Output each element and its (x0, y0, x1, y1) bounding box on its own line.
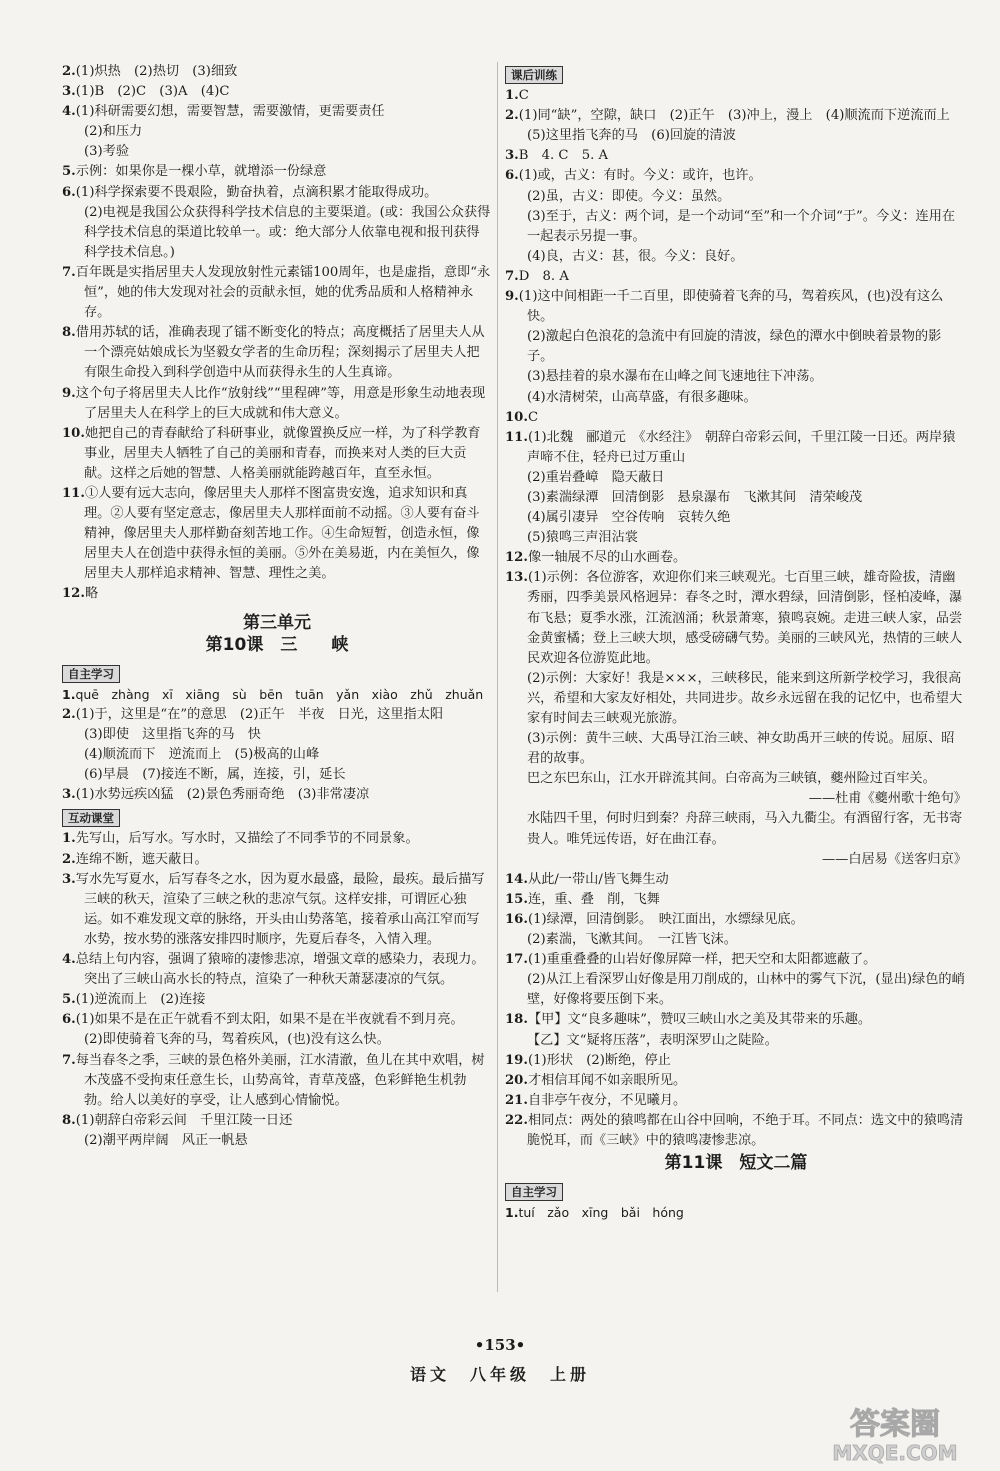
answer-sub: (6)早晨 (7)接连不断，属，连接，引，延长 (84, 767, 346, 783)
right-column (505, 62, 967, 1223)
answer-item: 2.连绵不断，遮天蔽日。 (62, 851, 208, 867)
answer-item: 1.quē zhàng xī xiāng sù bēn tuān yǎn xiào zhǔ zhuǎn (62, 686, 484, 702)
answer-item: 7.每当春冬之季，三峡的景色格外美丽，江水清澈，鱼儿在其中欢唱，树木茂盛不受拘束任意生长，山势高耸，青草茂盛，色彩鲜艳生机勃勃。给人以美好的享受，让人感到心情愉悦。 (62, 1052, 485, 1108)
answer-item: 9.(1)这中间相距一千二百里，即使骑着飞奔的马，驾着疾风，(也)没有这么快。 (505, 289, 944, 325)
answer-sub: (3)即使 这里指飞奔的马 快 (84, 727, 261, 742)
book-title: 语文 八年级 上册 (409, 1365, 590, 1384)
answer-item: 18.【甲】文“良多趣味”，赞叹三峡山水之美及其带来的乐趣。 (505, 1012, 872, 1028)
answer-item: 6.(1)科学探索要不畏艰险，勤奋执着，点滴积累才能取得成功。 (62, 184, 438, 200)
answer-item: 10.她把自己的青春献给了科研事业，就像置换反应一样，为了科学教育事业，居里夫人牺牲了自己的美丽和青春，而换来对人类的巨大贡献。这样之后她的智慧、人格美丽就能跨越百年，直至永恒。 (62, 425, 481, 481)
answer-item: 20.才相信耳闻不如亲眼所见。 (505, 1072, 687, 1088)
answer-item: 5.示例：如果你是一棵小草，就增添一份绿意 (62, 164, 327, 180)
answer-sub: (4)水清树荣，山高草盛，有很多趣味。 (527, 389, 757, 405)
answer-item: 1.C (505, 88, 529, 104)
citation: ——白居易《送客归京》 (821, 851, 967, 867)
answer-item: 6.(1)如果不是在正午就看不到太阳，如果不是在半夜就看不到月亮。 (62, 1012, 464, 1028)
citation: ——杜甫《夔州歌十绝句》 (808, 791, 967, 807)
answer-sub: 巴之东巴东山，江水开辟流其间。白帝高为三峡镇，夔州险过百牢关。 (527, 771, 936, 787)
answer-sub: (2)素湍，飞漱其间。 一江皆飞沫。 (527, 932, 737, 948)
answer-item: 4.总结上句内容，强调了猿啼的凄惨悲凉，增强文章的感染力，表现力。突出了三峡山高水长的特点，渲染了一种秋天萧瑟凄凉的气氛。 (62, 952, 485, 988)
answer-sub: (3)至于，古义：两个词，是一个动词“至”和一个介词“于”。今义：连用在一起表示另提一事。 (527, 208, 956, 244)
answer-sub: (3)悬挂着的泉水瀑布在山峰之间飞速地往下冲荡。 (527, 369, 823, 385)
answer-sub: (2)从江上看深罗山好像是用刀削成的，山林中的雾气下沉，(显出)绿色的峭壁，好像将要压倒下来。 (527, 972, 965, 1008)
answer-item: 2.(1)同“缺”，空隙，缺口 (2)正午 (3)冲上，漫上 (4)顺流而下逆流而上 (5)这里指飞奔的马 (6)回旋的清波 (505, 108, 964, 144)
left-column (62, 62, 492, 1151)
page-number: •153• (474, 1336, 526, 1354)
answer-item: 7.百年既是实指居里夫人发现放射性元素镭100周年，也是虚指，意即“永恒”，她的伟大发现对社会的贡献永恒，她的优秀品质和人格精神永存。 (62, 264, 491, 321)
answer-item: 3.B 4. C 5. A (505, 148, 609, 164)
answer-item: 11.(1)北魏 郦道元 《水经注》 朝辞白帝彩云间，千里江陵一日还。两岸猿声啼不住，轻舟已过万重山 (505, 429, 956, 465)
answer-sub: (2)重岩叠嶂 隐天蔽日 (527, 469, 665, 485)
answer-item: 8.(1)朝辞白帝彩云间 千里江陵一日还 (62, 1112, 293, 1128)
answer-sub: (4)顺流而下 逆流而上 (5)极高的山峰 (84, 747, 320, 763)
lesson-title: 第11课 短文二篇 (664, 1153, 808, 1174)
answer-item: 7.D 8. A (505, 268, 569, 284)
answer-sub: (2)电视是我国公众获得科学技术信息的主要渠道。(或：我国公众获得科学技术信息的渠道比较单一。或：绝大部分人依靠电视和报刊获得科学技术信息。) (84, 204, 491, 260)
poem: 水陆四千里，何时归到秦？舟辞三峡雨，马入九衢尘。有酒留行客，无书寄贵人。唯凭远传语，好在曲江春。 (527, 811, 963, 847)
column-divider (497, 62, 498, 1292)
answer-item: 1.先写山，后写水。写水时，又描绘了不同季节的不同景象。 (62, 831, 419, 847)
answer-item: 2.(1)于，这里是“在”的意思 (2)正午 半夜 日光，这里指太阳 (62, 706, 444, 722)
answer-item: 12.略 (62, 586, 99, 602)
answer-sub: (2)和压力 (84, 124, 143, 140)
answer-sub: (2)示例：大家好！我是×××，三峡移民，能来到这所新学校学习，我很高兴，希望和大家友好相处，共同进步。故乡永远留在我的记忆中，也希望大家有时间去三峡观光旅游。 (527, 670, 963, 726)
watermark-logo (800, 1402, 990, 1466)
answer-item: 17.(1)重重叠叠的山岩好像屏障一样，把天空和太阳都遮蔽了。 (505, 952, 877, 968)
answer-item: 4.(1)科研需要幻想，需要智慧，需要激情，更需要责任 (62, 104, 385, 120)
answer-item: 11.①人要有远大志向，像居里夫人那样不图富贵安逸，追求知识和真理。②人要有坚定意志，像居里夫人那样面前不动摇。③人要有奋斗精神，像居里夫人那样勤奋刻苦地工作。④生命短暂，创造永恒，像居里夫人在创造中获得永恒的美丽。⑤外在美易逝，内在美恒久，像居里夫人那样追求精神、智慧、理性之美。 (62, 485, 480, 582)
answer-item: 5.(1)逆流而上 (2)连接 (62, 992, 206, 1008)
answer-item: 22.相同点：两处的猿鸣都在山谷中回响，不绝于耳。不同点：选文中的猿鸣清脆悦耳，而《三峡》中的猿鸣凄惨悲凉。 (505, 1112, 964, 1148)
answer-sub: (2)潮平两岸阔 风正一帆悬 (84, 1132, 248, 1148)
section-tag: 互动课堂 (62, 809, 120, 827)
answer-item: 3.写水先写夏水，后写春冬之水，因为夏水最盛，最险，最疾。最后描写三峡的秋天，渲染了三峡之秋的悲凉气氛。这样安排，可谓匠心独运。如不难发现文章的脉络，开头由山势落笔，接着承山高江窄而写水势，按水势的涨落安排四时顺序，先夏后春冬，入情入理。 (62, 871, 485, 947)
answer-item: 8.借用苏轼的话，准确表现了镭不断变化的特点；高度概括了居里夫人从一个漂亮姑娘成长为坚毅女学者的生命历程；深刻揭示了居里夫人把有限生命投入到科学创造中从而获得永生的人生真谛。 (62, 325, 485, 381)
answer-item: 19.(1)形状 (2)断绝，停止 (505, 1052, 671, 1068)
answer-item: 2.(1)炽热 (2)热切 (3)细致 (62, 64, 238, 79)
answer-item: 3.(1)B (2)C (3)A (4)C (62, 84, 230, 100)
answer-sub: (5)猿鸣三声泪沾裳 (527, 530, 638, 546)
answer-sub: (4)良，古义：甚，很。今义：良好。 (527, 248, 744, 264)
answer-item: 10.C (505, 409, 539, 425)
answer-sub: (3)素湍绿潭 回清倒影 悬泉瀑布 飞漱其间 清荣峻茂 (527, 489, 863, 505)
section-tag: 自主学习 (62, 665, 120, 683)
answer-sub: (3)考验 (84, 144, 130, 160)
answer-item: 6.(1)或，古义：有时。今义：或许，也许。 (505, 168, 762, 184)
section-tag: 自主学习 (505, 1183, 563, 1201)
answer-item: 15.连，重、叠 削，飞舞 (505, 891, 660, 907)
answer-item: 12.像一轴展不尽的山水画卷。 (505, 550, 687, 566)
answer-sub: (2)激起白色浪花的急流中有回旋的清波，绿色的潭水中倒映着景物的影子。 (527, 329, 942, 365)
answer-sub: (3)示例：黄牛三峡、大禹导江治三峡、神女助禹开三峡的传说。屈原、昭君的故事。 (527, 731, 955, 767)
watermark-logo-text: 答案圈 (850, 1407, 940, 1442)
answer-item: 16.(1)绿潭，回清倒影。 映江面出，水缥绿见底。 (505, 911, 804, 927)
answer-item: 3.(1)水势远疾凶猛 (2)景色秀丽奇绝 (3)非常凄凉 (62, 787, 370, 803)
answer-item: 14.从此/一带山/皆飞舞生动 (505, 871, 669, 887)
unit-title: 第三单元 (243, 612, 311, 633)
answer-item: 13.(1)示例：各位游客，欢迎你们来三峡观光。七百里三峡，雄奇险拔，清幽秀丽，四季美景风格迥异：春冬之时，潭水碧绿，回清倒影，怪柏凌峰，瀑布飞悬；夏季水涨，江流汹涌；秋景萧寒，猿鸣哀婉。走进三峡人家，品尝金黄蜜橘；登上三峡大坝，感受磅礴气势。美丽的三峡风光，热情的三峡人民欢迎各位游览此地。 (505, 570, 963, 666)
answer-sub: 【乙】文“疑将压落”，表明深罗山之陡险。 (527, 1032, 778, 1048)
answer-item: 1.tuí zǎo xīng bǎi hóng (505, 1205, 684, 1221)
answer-item: 9.这个句子将居里夫人比作“放射线”“里程碑”等，用意是形象生动地表现了居里夫人在科学上的巨大成就和伟大意义。 (62, 385, 486, 421)
section-tag: 课后训练 (505, 66, 563, 84)
answer-sub: (4)属引凄异 空谷传响 哀转久绝 (527, 510, 731, 526)
watermark-url-text: MXQE.COM (832, 1441, 958, 1465)
answer-sub: (2)虽，古义：即使。今义：虽然。 (527, 188, 731, 204)
answer-sub: (2)即使骑着飞奔的马，驾着疾风，(也)没有这么快。 (84, 1032, 390, 1048)
answer-item: 21.自非亭午夜分，不见曦月。 (505, 1092, 687, 1108)
lesson-title: 第10课 三 峡 (205, 634, 349, 655)
